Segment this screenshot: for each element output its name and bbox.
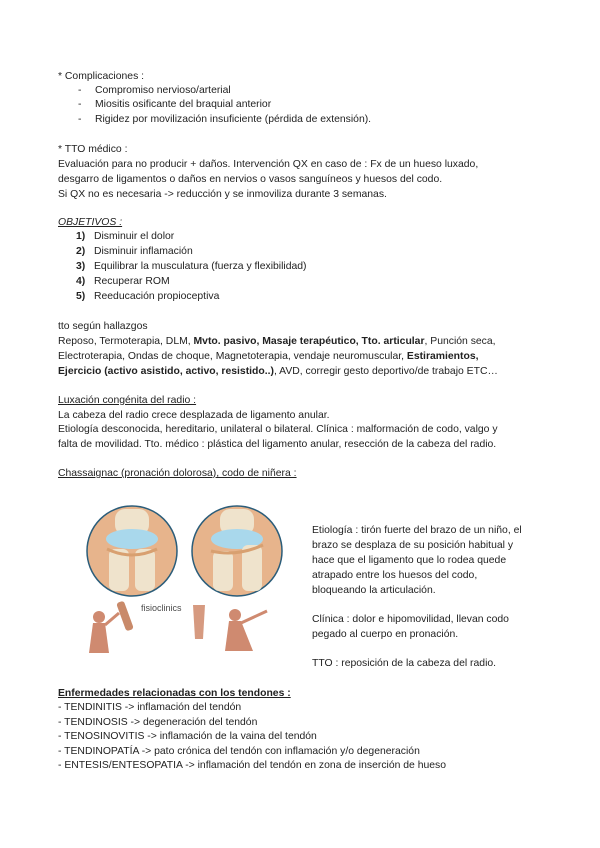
etiologia-line: brazo se desplaza de su posición habitual y [312,540,514,551]
list-number: 3) [76,261,86,272]
etiologia-line: Etiología : tirón fuerte del brazo de un niño, el [312,525,522,536]
tto-medico-line: desgarro de ligamentos o daños en nervios o vasos sanguíneos y huesos del codo. [58,174,443,185]
tto-medico-line: Si QX no es necesaria -> reducción y se inmoviliza durante 3 semanas. [58,189,387,200]
tto-medico-line: Evaluación para no producir + daños. Intervención QX en caso de : Fx de un hueso luxado, [58,159,479,170]
tendones-item: - TENDINITIS -> inflamación del tendón [58,702,242,713]
clinica-line: Clínica : dolor e hipomovilidad, llevan codo [312,614,509,625]
bold-run: Estiramientos, [406,351,479,362]
tto-hallazgos-line [58,365,498,378]
list-item: Reeducación propioceptiva [94,291,220,302]
list-dash: - [78,114,82,125]
fisioclinics-logo: fisioclinics [141,603,182,613]
list-item: Disminuir inflamación [94,246,193,257]
list-number: 1) [76,231,86,242]
list-item: Miositis osificante del braquial anterior [95,99,272,110]
etiologia-line: atrapado entre los huesos del codo, [312,570,478,581]
list-number: 5) [76,291,86,302]
text-run: , AVD, corregir gesto deportivo/de trabajo ETC… [273,366,498,377]
list-item: Disminuir el dolor [94,231,175,242]
list-item: Equilibrar la musculatura (fuerza y flexibilidad) [94,261,307,272]
text-run: Electroterapia, Ondas de choque, Magnetoterapia, vendaje neuromuscular, [58,351,407,362]
bold-run: Mvto. pasivo, Masaje terapéutico, Tto. articular [193,336,425,347]
tendones-item: - ENTESIS/ENTESOPATIA -> inflamación del tendón en zona de inserción de hueso [58,760,447,771]
tendones-item: - TENDINOPATÍA -> pato crónica del tendón con inflamación y/o degeneración [58,746,420,757]
luxacion-line: La cabeza del radio crece desplazada de ligamento anular. [58,410,330,421]
displaced-elbow-diagram [192,506,282,596]
etiologia-line: bloqueando la articulación. [312,585,436,596]
luxacion-header: Luxación congénita del radio : [58,395,197,406]
tendones-item: - TENDINOSIS -> degeneración del tendón [58,717,258,728]
tto-hallazgos-line [58,350,479,363]
clinica-line: pegado al cuerpo en pronación. [312,629,459,640]
tto-medico-header: * TTO médico : [58,144,128,155]
etiologia-line: hace que el ligamento que lo rodea quede [312,555,507,566]
list-item: Compromiso nervioso/arterial [95,85,231,96]
objetivos-header: OBJETIVOS : [58,217,123,228]
elbow-illustration [85,505,307,667]
tto-hallazgos-header: tto según hallazgos [58,321,148,332]
complicaciones-header: * Complicaciones : [58,71,145,82]
list-number: 2) [76,246,86,257]
list-dash: - [78,99,82,110]
list-item: Recuperar ROM [94,276,170,287]
tto-line: TTO : reposición de la cabeza del radio. [312,658,497,669]
normal-elbow-diagram [87,506,177,596]
tendones-header: Enfermedades relacionadas con los tendones : [58,688,291,699]
text-run: , Punción seca, [424,336,496,347]
list-number: 4) [76,276,86,287]
list-item: Rigidez por movilización insuficiente (pérdida de extensión). [95,114,372,125]
tto-hallazgos-line [58,335,496,348]
list-dash: - [78,85,82,96]
chassaignac-header: Chassaignac (pronación dolorosa), codo de niñera : [58,468,297,479]
luxacion-line: falta de movilidad. Tto. médico : plástica del ligamento anular, resección de la cabeza del radio. [58,439,497,450]
text-run: Reposo, Termoterapia, DLM, [58,336,194,347]
tendones-item: - TENOSINOVITIS -> inflamación de la vaina del tendón [58,731,317,742]
luxacion-line: Etiología desconocida, hereditario, unilateral o bilateral. Clínica : malformación de codo, valgo y [58,424,498,435]
bold-run: Ejercicio (activo asistido, activo, resistido..) [58,366,274,377]
